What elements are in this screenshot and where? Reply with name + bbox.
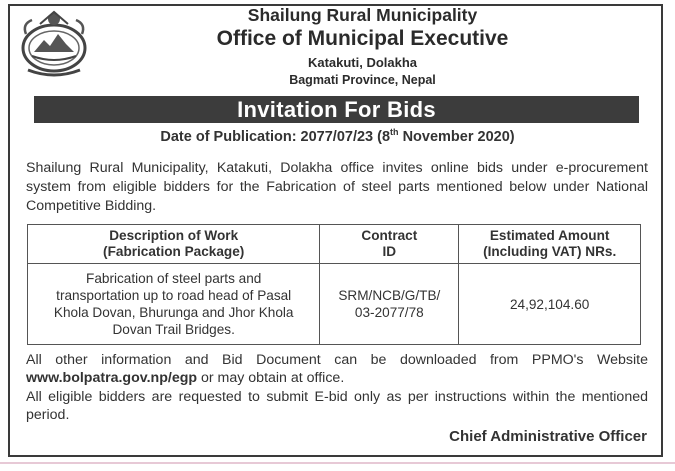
table-header-row bbox=[28, 225, 641, 264]
work-description: Fabrication of steel parts and transportation up to road head of Pasal Khola Dovan, Bhurunga and Jhor Khola Dovan Trail Bridges. bbox=[28, 264, 320, 345]
office-name: Office of Municipal Executive bbox=[216, 27, 509, 50]
column-header-amount: Estimated Amount (Including VAT) NRs. bbox=[459, 225, 641, 264]
column-header-description: Description of Work (Fabrication Package) bbox=[28, 225, 320, 264]
office-location: Katakuti, Dolakha bbox=[307, 55, 418, 70]
website-link[interactable]: www.bolpatra.gov.np/egp bbox=[26, 370, 198, 386]
intro-paragraph: Shailung Rural Municipality, Katakuti, Dolakha office invites online bids under e-procurement system from eligible bidders for the Fabrication of steel parts mentioned below under National Competitive Bidding. bbox=[26, 160, 648, 214]
table-row bbox=[28, 264, 641, 345]
municipality-name: Shailung Rural Municipality bbox=[247, 5, 478, 25]
download-note: All other information and Bid Document can be downloaded from PPMO's Website www.bolpatra.gov.np/egp or may obtain at office. bbox=[26, 352, 648, 386]
column-header-contract-id: Contract ID bbox=[320, 225, 459, 264]
publication-date: Date of Publication: 2077/07/23 (8th November 2020) bbox=[160, 127, 515, 145]
instruction-note: All eligible bidders are requested to submit E-bid only as per instructions within the mentioned period. bbox=[26, 389, 648, 423]
office-province: Bagmati Province, Nepal bbox=[289, 73, 436, 87]
invitation-banner: Invitation For Bids bbox=[34, 96, 639, 123]
estimated-amount: 24,92,104.60 bbox=[459, 264, 641, 345]
contract-id: SRM/NCB/G/TB/ 03-2077/78 bbox=[320, 264, 459, 345]
bid-table bbox=[27, 224, 641, 345]
bottom-divider bbox=[0, 462, 675, 464]
signature: Chief Administrative Officer bbox=[449, 428, 647, 445]
nepal-emblem-icon bbox=[14, 6, 94, 80]
